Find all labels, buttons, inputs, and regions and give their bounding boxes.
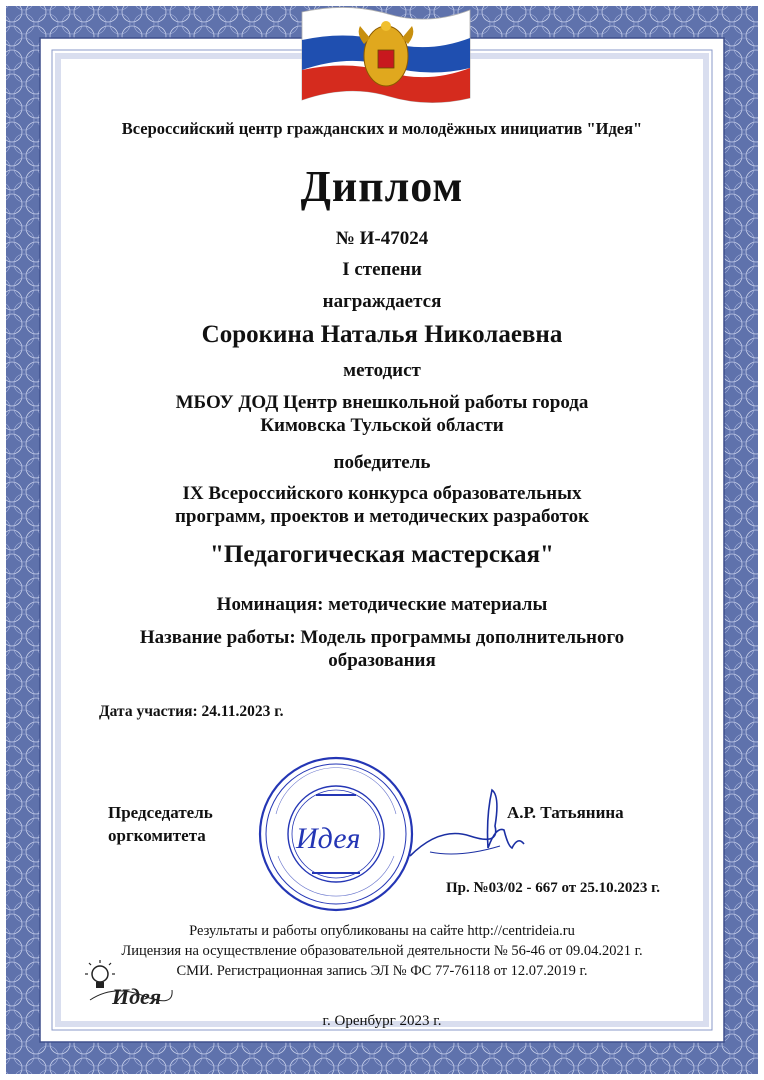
organization-name: Всероссийский центр гражданских и молодёжных инициатив "Идея" (121, 119, 643, 138)
nomination: Номинация: методические материалы (216, 594, 548, 615)
institution-line-2: Кимовска Тульской области (260, 415, 504, 436)
work-title-line-2: образования (328, 650, 436, 671)
order-reference: Пр. №03/02 - 667 от 25.10.2023 г. (446, 880, 661, 896)
diploma-number: № И-47024 (335, 228, 429, 249)
handwritten-signature (400, 786, 530, 866)
chairman-title (108, 801, 213, 847)
footer-line-2: Лицензия на осуществление образовательной деятельности № 56-46 от 09.04.2021 г. (121, 943, 643, 959)
participation-date: Дата участия: 24.11.2023 г. (99, 703, 284, 720)
city-and-year: г. Оренбург 2023 г. (322, 1013, 442, 1029)
recipient-name: Сорокина Наталья Николаевна (201, 321, 563, 348)
contest-name: "Педагогическая мастерская" (210, 541, 554, 568)
chairman-line-2: оргкомитета (108, 826, 206, 845)
chairman-line-1: Председатель (108, 803, 213, 822)
logo-wordmark: Идея (112, 984, 162, 1009)
russian-flag-with-coat-of-arms-icon (298, 4, 474, 104)
footer-line-3: СМИ. Регистрационная запись ЭЛ № ФС 77-76118 от 12.07.2019 г. (176, 963, 588, 979)
contest-line-1: IX Всероссийского конкурса образовательных (182, 483, 582, 504)
signer-name: А.Р. Татьянина (507, 803, 624, 822)
contest-description (0, 482, 764, 528)
work-title (0, 626, 764, 672)
diploma-degree: I степени (342, 259, 422, 280)
awarded-label: награждается (322, 291, 442, 312)
institution-line-1: МБОУ ДОД Центр внешкольной работы города (175, 392, 589, 413)
work-title-line-1: Название работы: Модель программы дополнительного (139, 627, 625, 648)
winner-label: победитель (333, 452, 431, 473)
recipient-position: методист (343, 360, 421, 381)
document-title: Диплом (300, 162, 464, 211)
institution (0, 391, 764, 437)
seal-center-text: Идея (296, 822, 361, 855)
footer-line-1: Результаты и работы опубликованы на сайте http://centrideia.ru (189, 923, 575, 939)
contest-line-2: программ, проектов и методических разработок (174, 506, 590, 527)
